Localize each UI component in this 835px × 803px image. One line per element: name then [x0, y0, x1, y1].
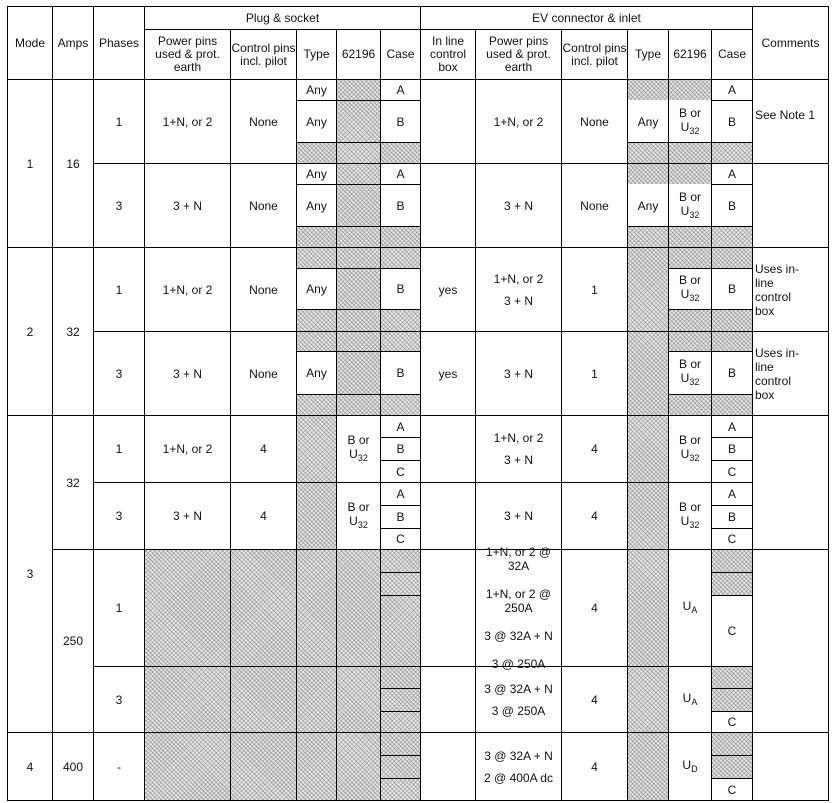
case-cell: A	[396, 167, 405, 181]
case-cell: B	[396, 198, 405, 213]
ev-control-pins: 4	[591, 692, 598, 707]
phases: 1	[115, 114, 123, 129]
ev-type: Any	[637, 198, 659, 213]
ev-case-cell: C	[727, 782, 737, 797]
shade	[627, 226, 752, 247]
ev-case-cell: B	[727, 510, 736, 524]
ev-case-cell: B	[727, 442, 736, 456]
comment: See Note 1	[755, 108, 816, 122]
shade	[144, 549, 420, 732]
phases: 1	[115, 442, 123, 456]
ev-62196: B or $U_{32}$	[678, 500, 701, 530]
control-pins: None	[249, 114, 278, 129]
header-power-pins: Power pins used & prot. earth	[155, 34, 220, 74]
shade	[336, 268, 380, 309]
ev-control-pins: None	[580, 114, 609, 129]
header-control-pins: Control pins incl. pilot	[231, 40, 296, 68]
shade	[380, 142, 420, 163]
shade	[627, 80, 711, 100]
shade	[668, 394, 752, 415]
ev-62196: B or $U_{32}$	[678, 105, 701, 136]
comment: Uses in-line control box	[755, 346, 800, 402]
ev-case-cell: C	[727, 532, 737, 546]
control-pins: None	[249, 198, 278, 213]
ev-power-pins: 3 + N	[503, 366, 533, 381]
header-mode: Mode	[14, 35, 46, 50]
ev-control-pins: 4	[591, 442, 598, 456]
ev-control-pins: 4	[591, 509, 598, 523]
ev-case-cell: A	[727, 487, 736, 501]
phases: 3	[115, 692, 123, 707]
control-pins: None	[249, 282, 278, 297]
type-cell: Any	[306, 114, 327, 129]
ev-power-pins: 3 + N	[503, 509, 533, 523]
shade	[144, 732, 420, 800]
ev-case-cell: C	[727, 464, 737, 479]
ev-power-pins: 1+N, or 2 3 + N	[493, 431, 544, 467]
ev-control-pins: 4	[591, 601, 598, 615]
case-cell: C	[396, 532, 405, 546]
amps-250: 250	[62, 634, 84, 648]
power-pins: 1+N, or 2	[162, 282, 213, 297]
ev-case-cell: C	[727, 715, 737, 729]
phases: -	[117, 759, 121, 774]
header-ev-power-pins: Power pins used & prot. earth	[486, 34, 551, 74]
ev-case-cell: C	[727, 624, 737, 638]
ev-62196: $U_A$	[682, 599, 698, 615]
case-cell: B	[396, 510, 405, 524]
comment: Uses in-line control box	[755, 262, 800, 318]
ev-case-cell: A	[727, 167, 736, 181]
type-cell: Any	[306, 167, 327, 181]
ev-62196: B or $U_{32}$	[678, 357, 701, 387]
case-cell: B	[396, 282, 405, 296]
shade	[627, 415, 668, 800]
shade	[336, 351, 380, 394]
power-pins: 1+N, or 2	[162, 114, 213, 129]
type-cell: Any	[306, 366, 327, 380]
ev-62196: $U_D$	[682, 757, 698, 774]
ev-case-cell: B	[727, 282, 736, 296]
header-phases: Phases	[98, 35, 140, 50]
header-ev-case: Case	[717, 47, 746, 61]
shade	[627, 163, 711, 184]
ev-power-pins: 1+N, or 2 3 + N	[493, 271, 544, 308]
shade	[296, 226, 336, 247]
control-pins: 4	[260, 442, 267, 456]
ev-case-cell: B	[727, 366, 736, 380]
shade	[668, 309, 752, 331]
ev-control-pins: 1	[591, 366, 598, 381]
header-type: Type	[303, 47, 330, 61]
phases: 1	[115, 601, 123, 615]
ev-control-pins: 4	[591, 759, 598, 774]
type-cell: Any	[306, 198, 327, 213]
ev-power-pins: 3 @ 32A + N 2 @ 400A dc	[484, 748, 553, 785]
shade	[627, 142, 752, 163]
mode-3: 3	[26, 567, 34, 581]
shade	[296, 247, 420, 269]
phases: 3	[115, 509, 123, 523]
shade	[380, 226, 420, 247]
ev-power-pins: 3 @ 32A + N 3 @ 250A	[484, 681, 553, 718]
ev-62196: $U_A$	[682, 690, 698, 707]
mode-1: 1	[26, 156, 34, 171]
case-cell: A	[396, 487, 405, 501]
header-ev-connector: EV connector & inlet	[532, 10, 641, 25]
inline-box: yes	[438, 366, 458, 381]
phases: 3	[115, 198, 123, 213]
power-pins: 3 + N	[172, 198, 202, 213]
ev-case-cell: A	[727, 83, 736, 97]
ev-control-pins: None	[580, 198, 609, 213]
amps-32-mode2: 32	[66, 324, 80, 339]
ev-type: Any	[637, 114, 659, 129]
shade	[668, 247, 752, 268]
mode-4: 4	[26, 759, 34, 774]
header-ev-control-pins: Control pins incl. pilot	[562, 40, 627, 68]
ev-62196: B or $U_{32}$	[678, 273, 701, 303]
shade	[296, 142, 336, 163]
ev-62196: B or $U_{32}$	[678, 189, 701, 220]
amps-16: 16	[66, 156, 80, 171]
control-pins: 4	[260, 509, 267, 523]
type-cell: Any	[306, 83, 327, 97]
ev-case-cell: A	[727, 419, 736, 434]
shade	[296, 309, 420, 331]
ev-power-pins: 1+N, or 2 @ 32A 1+N, or 2 @ 250A 3 @ 32A + N 3 @ 250A	[484, 545, 553, 671]
header-comments: Comments	[761, 35, 820, 50]
power-pins: 1+N, or 2	[162, 442, 213, 456]
case-cell: B	[396, 442, 405, 456]
amps-32-mode3: 32	[66, 475, 80, 490]
header-ev-62196: 62196	[673, 47, 707, 61]
power-pins: 3 + N	[172, 509, 202, 523]
plug-62196: B or $U_{32}$	[347, 500, 370, 530]
header-inline-box: In line control box	[429, 34, 467, 74]
ev-power-pins: 1+N, or 2	[493, 114, 544, 129]
shade	[296, 394, 420, 415]
shade	[668, 331, 752, 351]
header-ev-type: Type	[634, 47, 661, 61]
shade	[296, 331, 420, 351]
mode-2: 2	[26, 324, 34, 339]
ev-case-cell: B	[727, 198, 736, 213]
case-cell: B	[396, 114, 405, 129]
header-plug-socket: Plug & socket	[245, 10, 320, 25]
ev-control-pins: 1	[591, 282, 598, 297]
power-pins: 3 + N	[172, 366, 202, 381]
ev-power-pins: 3 + N	[503, 198, 533, 213]
header-62196: 62196	[341, 47, 376, 61]
ev-62196: B or $U_{32}$	[678, 433, 701, 463]
inline-box: yes	[438, 282, 458, 297]
case-cell: A	[396, 419, 405, 434]
plug-62196: B or $U_{32}$	[347, 433, 370, 463]
phases: 3	[115, 366, 123, 381]
case-cell: B	[396, 366, 405, 380]
header-amps: Amps	[57, 35, 89, 50]
ev-case-cell: B	[727, 114, 736, 129]
control-pins: None	[249, 366, 278, 381]
header-case: Case	[386, 47, 415, 61]
type-cell: Any	[306, 282, 327, 296]
case-cell: C	[396, 464, 405, 479]
phases: 1	[115, 282, 123, 297]
amps-400: 400	[62, 759, 84, 774]
case-cell: A	[396, 83, 405, 97]
